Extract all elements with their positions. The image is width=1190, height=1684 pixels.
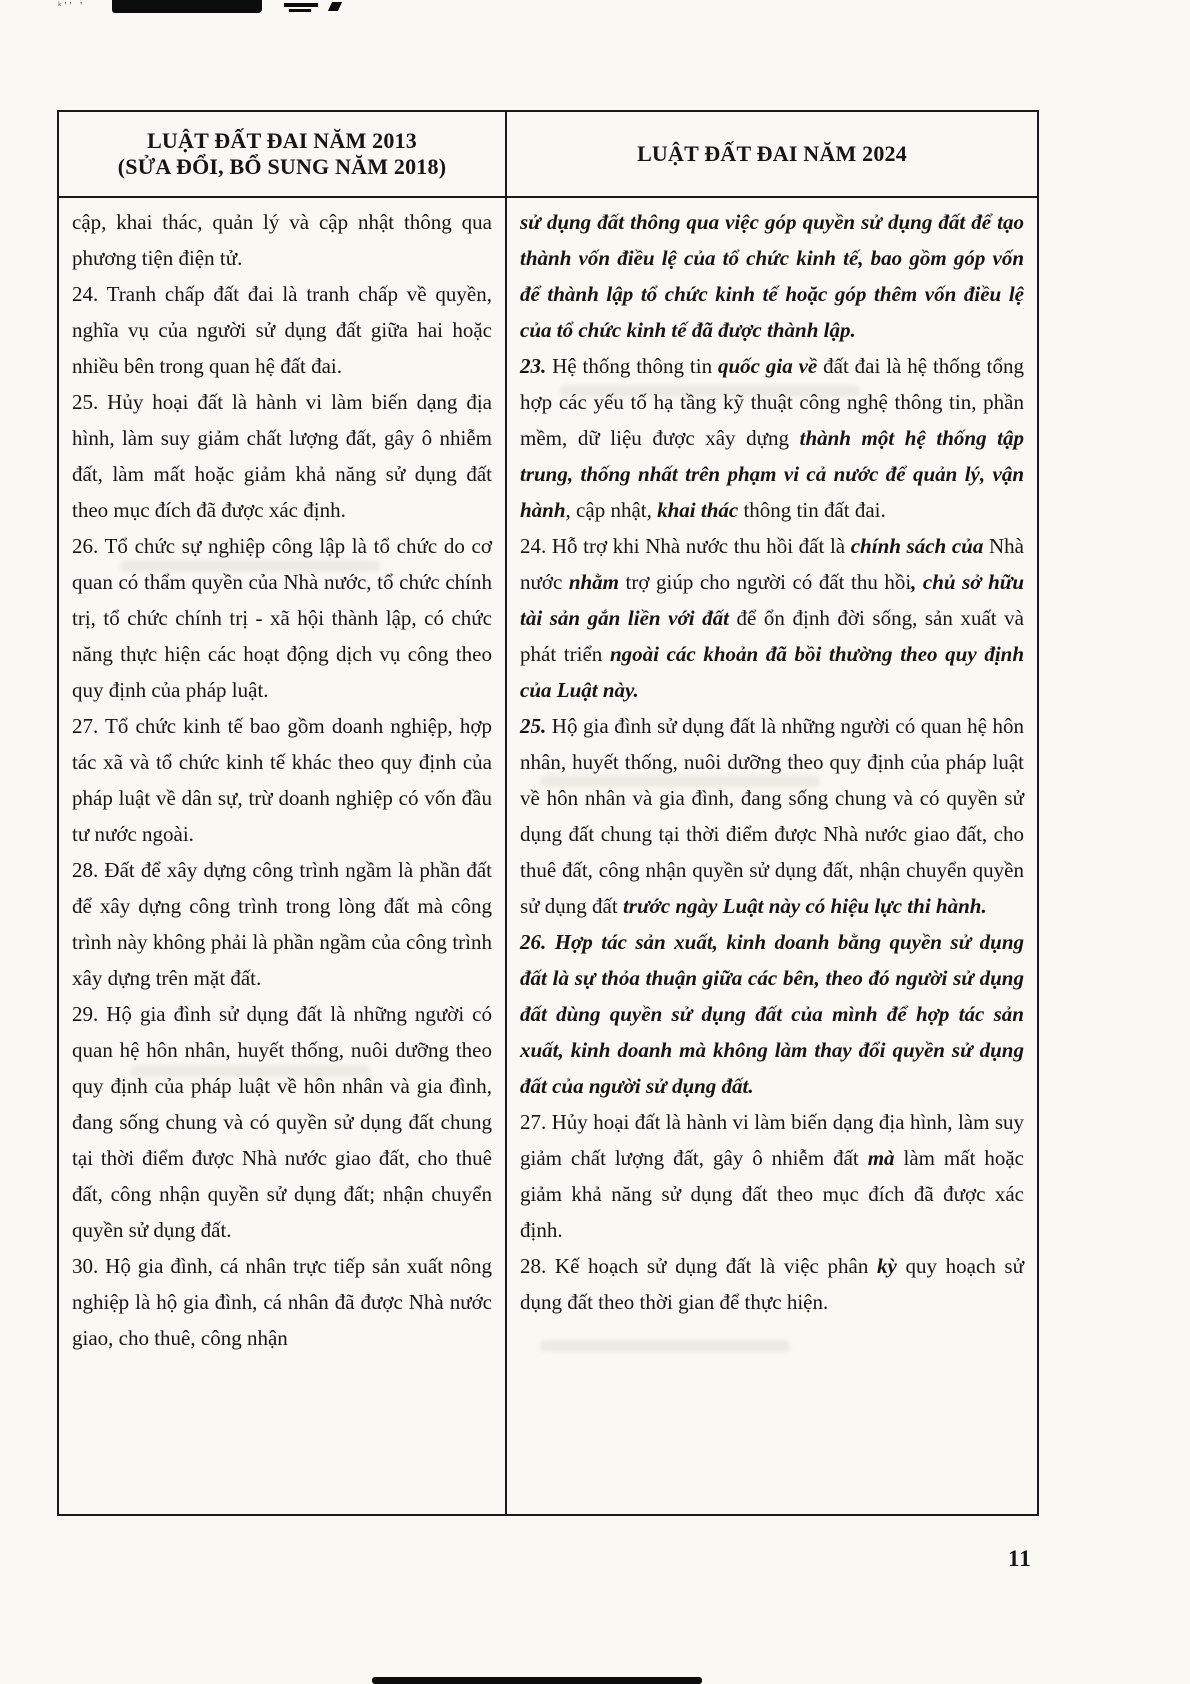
column-header-law-2013 (58, 111, 506, 197)
paragraph (520, 528, 1024, 708)
scan-artifact-top-bar (112, 0, 262, 13)
emphasized-text: sử dụng đất thông qua việc góp quyền sử dụng đất để tạo thành vốn điều lệ của tổ chức kinh tế, bao gồm góp vốn để thành lập tổ chức kinh tế hoặc góp thêm vốn điều lệ của tổ chức kinh tế đã được thành lập. (520, 210, 1024, 342)
paragraph (72, 384, 492, 528)
body-text: 24. Hỗ trợ khi Nhà nước thu hồi đất là (520, 534, 851, 558)
body-text: Hộ gia đình sử dụng đất là những người có quan hệ hôn nhân, huyết thống, nuôi dưỡng theo quy định của pháp luật về hôn nhân và gia đình, đang sống chung và có quyền sử dụng đất chung tại thời điểm được Nhà nước giao đất, cho thuê đất, công nhận quyền sử dụng đất, nhận chuyển quyền sử dụng đất (520, 714, 1024, 918)
paragraph (520, 1248, 1024, 1320)
emphasized-text: kỳ (876, 1254, 897, 1278)
header-2013-line2: (SỬA ĐỔI, BỔ SUNG NĂM 2018) (117, 154, 447, 179)
paragraph (72, 996, 492, 1248)
paragraph (72, 528, 492, 708)
paragraph (72, 852, 492, 996)
column-law-2013 (58, 197, 506, 1515)
body-text: làm mất hoặc giảm khả năng sử dụng đất theo mục đích đã được xác định. (520, 1146, 1024, 1242)
body-text: thông tin đất đai. (738, 498, 886, 522)
paragraph (72, 1248, 492, 1356)
body-text: 26. Tổ chức sự nghiệp công lập là tổ chức do cơ quan có thẩm quyền của Nhà nước, tổ chức chính trị, tổ chức chính trị - xã hội thành lập, có chức năng thực hiện các hoạt động dịch vụ công theo quy định của pháp luật. (72, 534, 492, 702)
body-text: Hệ thống thông tin (546, 354, 718, 378)
body-text: 24. Tranh chấp đất đai là tranh chấp về quyền, nghĩa vụ của người sử dụng đất giữa hai hoặc nhiều bên trong quan hệ đất đai. (72, 282, 492, 378)
scan-artifact-tick (328, 2, 342, 11)
emphasized-text: quốc gia về (718, 354, 818, 378)
emphasized-text: chính sách của (850, 534, 984, 558)
body-text: cập, khai thác, quản lý và cập nhật thông qua phương tiện điện tử. (72, 210, 492, 270)
body-text: đất đai là hệ thống tổng hợp các yếu tố hạ tầng kỹ thuật công nghệ thông tin, phần mềm, dữ liệu được xây dựng (520, 354, 1024, 450)
emphasized-text: 23. (520, 354, 547, 378)
emphasized-text: mà (867, 1146, 895, 1170)
body-text: Nhà nước (520, 534, 1024, 594)
body-text: 30. Hộ gia đình, cá nhân trực tiếp sản xuất nông nghiệp là hộ gia đình, cá nhân đã được Nhà nước giao, cho thuê, công nhận (72, 1254, 492, 1350)
paragraph (520, 708, 1024, 924)
paragraph (520, 348, 1024, 528)
emphasized-text: thành một hệ thống tập trung, thống nhất trên phạm vi cả nước để quản lý, vận hành (520, 426, 1024, 522)
page-number: 11 (1008, 1546, 1032, 1571)
emphasized-text: ngoài các khoản đã bồi thường theo quy định của Luật này. (520, 642, 1025, 702)
body-text: 27. Tổ chức kinh tế bao gồm doanh nghiệp, hợp tác xã và tổ chức kinh tế khác theo quy định của pháp luật về dân sự, trừ doanh nghiệp có vốn đầu tư nước ngoài. (72, 714, 492, 846)
column-header-law-2024 (506, 111, 1038, 197)
emphasized-text: , chủ sở hữu tài sản gắn liền với đất (520, 570, 1025, 630)
body-text: quy hoạch sử dụng đất theo thời gian để thực hiện. (520, 1254, 1024, 1314)
scan-artifact-dash (289, 9, 311, 12)
header-2024-line1: LUẬT ĐẤT ĐAI NĂM 2024 (637, 141, 907, 166)
scan-artifact-dash (284, 3, 318, 7)
body-text: 25. Hủy hoại đất là hành vi làm biến dạng địa hình, làm suy giảm chất lượng đất, gây ô nhiễm đất, làm mất hoặc giảm khả năng sử dụng đất theo mục đích đã được xác định. (72, 390, 492, 522)
body-text: 28. Đất để xây dựng công trình ngầm là phần đất để xây dựng công trình trong lòng đất mà công trình này không phải là phần ngầm của công trình xây dựng trên mặt đất. (72, 858, 492, 990)
emphasized-text: nhằm (568, 570, 620, 594)
body-text: 29. Hộ gia đình sử dụng đất là những người có quan hệ hôn nhân, huyết thống, nuôi dưỡng theo quy định của pháp luật về hôn nhân và gia đình, đang sống chung và có quyền sử dụng đất chung tại thời điểm được Nhà nước giao đất, cho thuê đất, công nhận quyền sử dụng đất; nhận chuyển quyền sử dụng đất. (72, 1002, 492, 1242)
header-2013-line1: LUẬT ĐẤT ĐAI NĂM 2013 (147, 128, 417, 153)
body-row (58, 197, 1038, 1515)
scan-artifact-bottom-bar (372, 1677, 702, 1684)
body-text: trợ giúp cho người có đất thu hồi (619, 570, 912, 594)
emphasized-text: 25. (520, 714, 547, 738)
law-comparison-table (57, 110, 1039, 1516)
body-text: , cập nhật, (565, 498, 658, 522)
paragraph (520, 1104, 1024, 1248)
body-text: để ổn định đời sống, sản xuất và phát triển (520, 606, 1024, 666)
paragraph (520, 924, 1024, 1104)
scan-artifact-specks: ᵏ'' ' (58, 0, 86, 12)
paragraph (72, 708, 492, 852)
emphasized-text: 26. Hợp tác sản xuất, kinh doanh bằng quyền sử dụng đất là sự thỏa thuận giữa các bên, theo đó người sử dụng đất dùng quyền sử dụng đất của mình để hợp tác sản xuất, kinh doanh mà không làm thay đổi quyền sử dụng đất của người sử dụng đất. (520, 930, 1024, 1098)
emphasized-text: khai thác (657, 498, 739, 522)
emphasized-text: trước ngày Luật này có hiệu lực thi hành. (622, 894, 987, 918)
paragraph (72, 204, 492, 276)
column-law-2024 (506, 197, 1038, 1515)
paragraph (520, 204, 1024, 348)
body-text: 28. Kế hoạch sử dụng đất là việc phân (520, 1254, 877, 1278)
header-row (58, 111, 1038, 197)
body-text: 27. Hủy hoại đất là hành vi làm biến dạng địa hình, làm suy giảm chất lượng đất, gây ô nhiễm đất (520, 1110, 1024, 1170)
paragraph (72, 276, 492, 384)
